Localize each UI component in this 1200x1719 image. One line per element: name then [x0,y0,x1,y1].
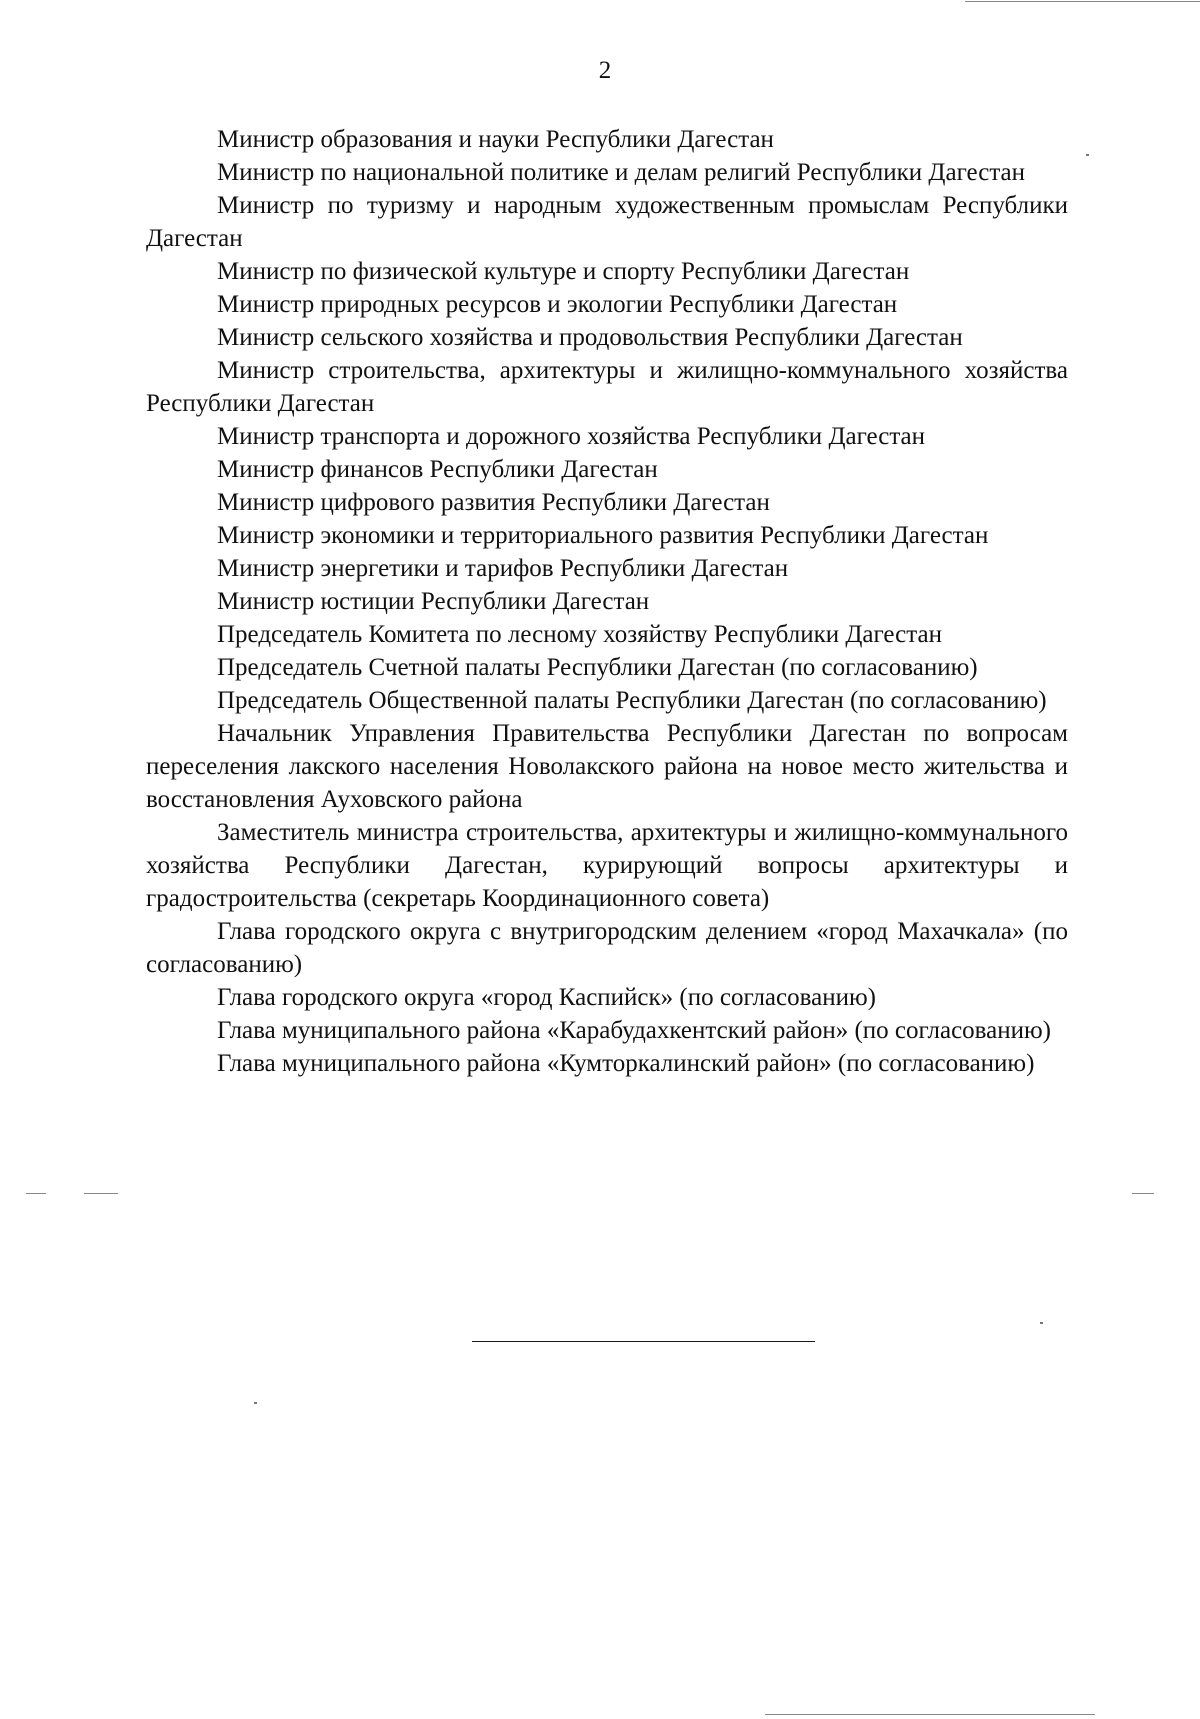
list-item: Министр природных ресурсов и экологии Республики Дагестан [217,291,898,318]
scan-artifact [1132,1193,1154,1194]
scan-artifact [84,1193,118,1194]
list-item: Председатель Общественной палаты Республики Дагестан (по согласованию) [217,687,1047,714]
page-number: 2 [598,57,612,84]
list-item: Министр юстиции Республики Дагестан [217,588,650,615]
list-item: Министр строительства, архитектуры и жилищно-коммунального хозяйства Республики Дагестан [146,357,1068,417]
list-item: Глава муниципального района «Карабудахкентский район» (по согласованию) [217,1017,1051,1044]
list-item: Министр экономики и территориального развития Республики Дагестан [217,522,989,549]
list-item: Министр по туризму и народным художественным промыслам Республики Дагестан [146,192,1068,252]
scan-artifact [965,1,1200,2]
list-item: Министр финансов Республики Дагестан [217,456,658,483]
list-item: Министр по национальной политике и делам религий Республики Дагестан [217,159,1026,186]
list-item: Министр по физической культуре и спорту Республики Дагестан [217,258,910,285]
scan-artifact [765,1714,1095,1715]
scan-artifact [1040,1322,1043,1324]
list-item: Глава городского округа «город Каспийск» (по согласованию) [217,984,876,1011]
scan-artifact [254,1402,257,1404]
list-item: Министр образования и науки Республики Дагестан [217,126,774,153]
list-item: Председатель Комитета по лесному хозяйству Республики Дагестан [217,621,942,648]
list-item: Заместитель министра строительства, архитектуры и жилищно-коммунального хозяйства Республики Дагестан, курирующий вопросы архитектуры и градостроительства (секретарь Координационного совета) [146,819,1068,912]
list-item: Министр транспорта и дорожного хозяйства Республики Дагестан [217,423,926,450]
list-item: Министр цифрового развития Республики Дагестан [217,489,770,516]
list-item: Глава городского округа с внутригородским делением «город Махачкала» (по согласованию) [146,918,1068,978]
list-item: Председатель Счетной палаты Республики Дагестан (по согласованию) [217,654,978,681]
scan-artifact [1086,154,1089,156]
members-list [146,123,1068,1080]
list-item: Глава муниципального района «Кумторкалинский район» (по согласованию) [217,1050,1035,1077]
list-item: Министр энергетики и тарифов Республики Дагестан [217,555,789,582]
list-item: Начальник Управления Правительства Республики Дагестан по вопросам переселения лакского населения Новолакского района на новое место жительства и восстановления Ауховского района [146,720,1068,813]
list-item: Министр сельского хозяйства и продовольствия Республики Дагестан [217,324,963,351]
end-separator-line [472,1341,815,1342]
scan-artifact [26,1193,46,1194]
